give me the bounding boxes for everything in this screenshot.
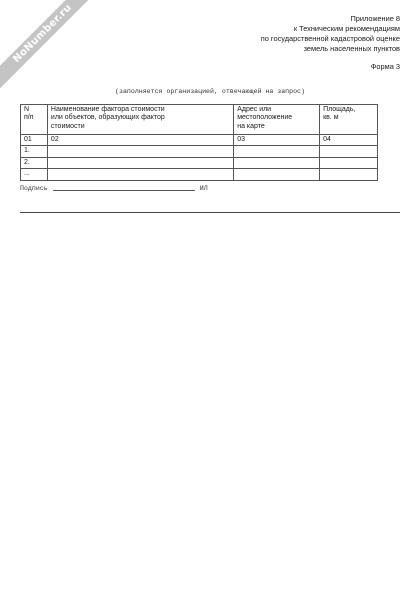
header-text: Площадь, кв. м xyxy=(323,106,356,122)
signature-line xyxy=(20,185,208,192)
table-cell xyxy=(320,157,378,168)
table-cell xyxy=(47,146,233,157)
form-label: Форма 3 xyxy=(370,62,400,71)
code-cell: 03 xyxy=(234,135,320,146)
table-cell xyxy=(234,146,320,157)
table-header-row xyxy=(21,105,378,135)
header-text: Наименование фактора стоимости или объектов, образующих фактор стоимости xyxy=(50,106,165,130)
table-code-row xyxy=(21,135,378,146)
signature-label: Подпись xyxy=(20,185,48,192)
table-cell xyxy=(47,157,233,168)
factor-table xyxy=(20,104,378,181)
table-cell xyxy=(320,146,378,157)
table-row xyxy=(21,146,378,157)
header-cell-address xyxy=(234,105,320,135)
signature-blank xyxy=(53,190,195,191)
header-text: N п/п xyxy=(24,106,34,122)
header-text: Адрес или местоположение на карте xyxy=(237,106,293,130)
table-cell xyxy=(47,169,233,180)
table-cell xyxy=(320,169,378,180)
code-cell: 04 xyxy=(320,135,378,146)
fill-note: (заполняется организацией, отвечающей на запрос) xyxy=(115,88,305,95)
table-cell xyxy=(234,157,320,168)
table-cell xyxy=(234,169,320,180)
header-cell-area xyxy=(320,105,378,135)
appendix-line-2: к Техническим рекомендациям xyxy=(293,24,400,33)
footer-divider xyxy=(20,212,400,213)
table-row xyxy=(21,169,378,180)
code-cell: 02 xyxy=(47,135,233,146)
watermark: NoNumber.ru xyxy=(0,0,102,93)
table-row xyxy=(21,157,378,168)
code-cell: 01 xyxy=(21,135,48,146)
appendix-header xyxy=(261,14,400,54)
appendix-line-3: по государственной кадастровой оценке xyxy=(260,34,400,43)
row-number-cell: 2. xyxy=(21,157,48,168)
header-cell-number xyxy=(21,105,48,135)
appendix-line-4: земель населенных пунктов xyxy=(303,44,400,53)
signature-suffix: ИЛ xyxy=(199,185,208,192)
row-number-cell: 1. xyxy=(21,146,48,157)
header-cell-factor xyxy=(47,105,233,135)
row-number-cell: ... xyxy=(21,169,48,180)
appendix-line-1: Приложение 8 xyxy=(350,14,400,23)
